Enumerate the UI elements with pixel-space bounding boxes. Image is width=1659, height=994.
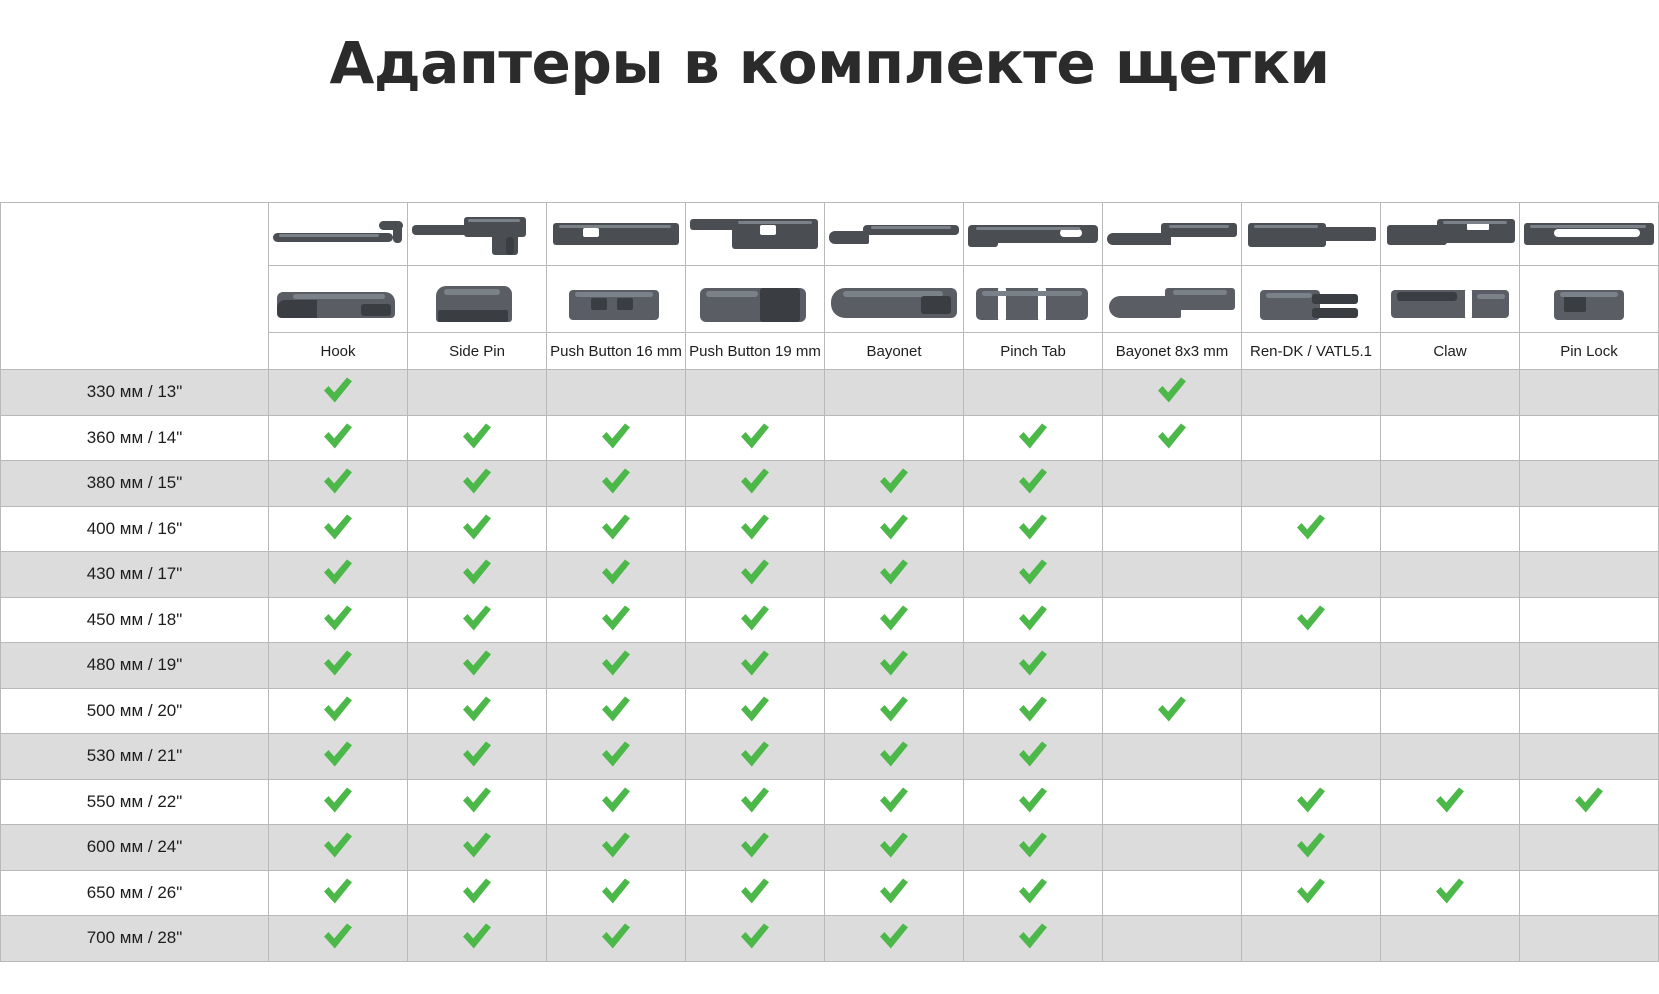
check-icon bbox=[738, 874, 772, 908]
cell-bayonet_8x3 bbox=[1103, 779, 1242, 825]
cell-pin_lock bbox=[1520, 779, 1659, 825]
cell-bayonet bbox=[825, 825, 964, 871]
check-icon bbox=[460, 646, 494, 680]
cell-push_button_19 bbox=[686, 688, 825, 734]
cell-ren_dk bbox=[1242, 916, 1381, 962]
cell-pinch_tab bbox=[964, 825, 1103, 871]
check-icon bbox=[599, 510, 633, 544]
check-icon bbox=[321, 874, 355, 908]
cell-push_button_19 bbox=[686, 734, 825, 780]
check-icon bbox=[460, 874, 494, 908]
cell-claw bbox=[1381, 779, 1520, 825]
cell-bayonet bbox=[825, 688, 964, 734]
cell-bayonet bbox=[825, 597, 964, 643]
wiper-adapter-pin-lock-side-icon bbox=[1520, 203, 1658, 265]
cell-pin_lock bbox=[1520, 370, 1659, 416]
check-icon bbox=[460, 555, 494, 589]
cell-ren_dk bbox=[1242, 597, 1381, 643]
adapter-header-bayonet_8x3: Bayonet 8x3 mm bbox=[1103, 333, 1242, 370]
wiper-adapter-claw-icon bbox=[1381, 266, 1519, 332]
adapter-header-push_button_16: Push Button 16 mm bbox=[547, 333, 686, 370]
size-label: 330 мм / 13" bbox=[1, 370, 269, 416]
wiper-adapter-push-button-19-icon bbox=[686, 266, 824, 332]
adapter-image-hook bbox=[269, 266, 408, 333]
adapter-side-image-pin_lock bbox=[1520, 203, 1659, 266]
check-icon bbox=[321, 555, 355, 589]
cell-bayonet bbox=[825, 461, 964, 507]
wiper-adapter-bayonet-8x3-icon bbox=[1103, 266, 1241, 332]
adapter-side-image-push_button_16 bbox=[547, 203, 686, 266]
cell-ren_dk bbox=[1242, 506, 1381, 552]
cell-side_pin bbox=[408, 415, 547, 461]
check-icon bbox=[738, 419, 772, 453]
check-icon bbox=[877, 783, 911, 817]
check-icon bbox=[321, 419, 355, 453]
check-icon bbox=[877, 737, 911, 771]
adapter-image-pin_lock bbox=[1520, 266, 1659, 333]
check-icon bbox=[877, 646, 911, 680]
cell-ren_dk bbox=[1242, 825, 1381, 871]
cell-pinch_tab bbox=[964, 870, 1103, 916]
table-row bbox=[1, 552, 1659, 598]
size-label: 500 мм / 20" bbox=[1, 688, 269, 734]
size-label: 380 мм / 15" bbox=[1, 461, 269, 507]
check-icon bbox=[599, 601, 633, 635]
check-icon bbox=[738, 828, 772, 862]
cell-bayonet_8x3 bbox=[1103, 461, 1242, 507]
wiper-adapter-ren-dk-side-icon bbox=[1242, 203, 1380, 265]
check-icon bbox=[599, 419, 633, 453]
cell-push_button_16 bbox=[547, 370, 686, 416]
cell-push_button_16 bbox=[547, 916, 686, 962]
cell-pin_lock bbox=[1520, 688, 1659, 734]
cell-pinch_tab bbox=[964, 734, 1103, 780]
cell-bayonet_8x3 bbox=[1103, 552, 1242, 598]
size-label: 550 мм / 22" bbox=[1, 779, 269, 825]
cell-push_button_16 bbox=[547, 552, 686, 598]
check-icon bbox=[321, 601, 355, 635]
check-icon bbox=[877, 510, 911, 544]
cell-pin_lock bbox=[1520, 734, 1659, 780]
cell-push_button_19 bbox=[686, 643, 825, 689]
adapter-header-pinch_tab: Pinch Tab bbox=[964, 333, 1103, 370]
adapter-side-image-side_pin bbox=[408, 203, 547, 266]
adapter-header-ren_dk: Ren-DK / VATL5.1 bbox=[1242, 333, 1381, 370]
cell-push_button_19 bbox=[686, 506, 825, 552]
check-icon bbox=[460, 919, 494, 953]
check-icon bbox=[1016, 555, 1050, 589]
size-label: 430 мм / 17" bbox=[1, 552, 269, 598]
check-icon bbox=[1016, 828, 1050, 862]
cell-hook bbox=[269, 734, 408, 780]
check-icon bbox=[460, 419, 494, 453]
check-icon bbox=[738, 601, 772, 635]
adapter-image-bayonet_8x3 bbox=[1103, 266, 1242, 333]
table-row bbox=[1, 870, 1659, 916]
table-row bbox=[1, 688, 1659, 734]
cell-push_button_19 bbox=[686, 779, 825, 825]
cell-claw bbox=[1381, 734, 1520, 780]
cell-hook bbox=[269, 370, 408, 416]
size-label: 400 мм / 16" bbox=[1, 506, 269, 552]
cell-push_button_16 bbox=[547, 734, 686, 780]
table-row bbox=[1, 370, 1659, 416]
adapter-header-pin_lock: Pin Lock bbox=[1520, 333, 1659, 370]
check-icon bbox=[599, 646, 633, 680]
adapter-image-bayonet bbox=[825, 266, 964, 333]
wiper-adapter-bayonet-8x3-side-icon bbox=[1103, 203, 1241, 265]
adapter-image-push_button_19 bbox=[686, 266, 825, 333]
wiper-adapter-pinch-tab-side-icon bbox=[964, 203, 1102, 265]
cell-pinch_tab bbox=[964, 643, 1103, 689]
cell-claw bbox=[1381, 825, 1520, 871]
cell-side_pin bbox=[408, 370, 547, 416]
cell-pin_lock bbox=[1520, 552, 1659, 598]
cell-push_button_16 bbox=[547, 597, 686, 643]
cell-claw bbox=[1381, 688, 1520, 734]
cell-hook bbox=[269, 916, 408, 962]
cell-bayonet bbox=[825, 643, 964, 689]
wiper-adapter-pin-lock-icon bbox=[1520, 266, 1658, 332]
cell-hook bbox=[269, 688, 408, 734]
cell-bayonet bbox=[825, 779, 964, 825]
cell-bayonet_8x3 bbox=[1103, 688, 1242, 734]
cell-bayonet bbox=[825, 916, 964, 962]
adapter-image-pinch_tab bbox=[964, 266, 1103, 333]
size-label: 450 мм / 18" bbox=[1, 597, 269, 643]
cell-ren_dk bbox=[1242, 415, 1381, 461]
table-row bbox=[1, 779, 1659, 825]
cell-hook bbox=[269, 506, 408, 552]
check-icon bbox=[1294, 874, 1328, 908]
cell-claw bbox=[1381, 370, 1520, 416]
check-icon bbox=[1155, 419, 1189, 453]
check-icon bbox=[460, 601, 494, 635]
table-corner-cell bbox=[1, 203, 269, 370]
cell-pin_lock bbox=[1520, 597, 1659, 643]
check-icon bbox=[599, 783, 633, 817]
check-icon bbox=[321, 828, 355, 862]
table-row bbox=[1, 825, 1659, 871]
cell-bayonet bbox=[825, 870, 964, 916]
check-icon bbox=[321, 373, 355, 407]
cell-side_pin bbox=[408, 552, 547, 598]
check-icon bbox=[738, 692, 772, 726]
check-icon bbox=[1433, 783, 1467, 817]
cell-claw bbox=[1381, 415, 1520, 461]
cell-push_button_16 bbox=[547, 506, 686, 552]
adapter-side-image-bayonet bbox=[825, 203, 964, 266]
cell-push_button_19 bbox=[686, 461, 825, 507]
check-icon bbox=[877, 828, 911, 862]
adapter-header-push_button_19: Push Button 19 mm bbox=[686, 333, 825, 370]
check-icon bbox=[321, 510, 355, 544]
check-icon bbox=[738, 783, 772, 817]
adapter-image-side_pin bbox=[408, 266, 547, 333]
cell-pin_lock bbox=[1520, 870, 1659, 916]
table-row bbox=[1, 643, 1659, 689]
check-icon bbox=[1016, 919, 1050, 953]
cell-hook bbox=[269, 597, 408, 643]
table-row bbox=[1, 734, 1659, 780]
table-row bbox=[1, 506, 1659, 552]
check-icon bbox=[1016, 646, 1050, 680]
check-icon bbox=[460, 464, 494, 498]
cell-pinch_tab bbox=[964, 688, 1103, 734]
cell-bayonet bbox=[825, 552, 964, 598]
check-icon bbox=[1016, 464, 1050, 498]
cell-push_button_16 bbox=[547, 870, 686, 916]
adapter-header-bayonet: Bayonet bbox=[825, 333, 964, 370]
cell-bayonet_8x3 bbox=[1103, 643, 1242, 689]
check-icon bbox=[321, 692, 355, 726]
cell-pin_lock bbox=[1520, 916, 1659, 962]
cell-ren_dk bbox=[1242, 734, 1381, 780]
cell-ren_dk bbox=[1242, 870, 1381, 916]
cell-side_pin bbox=[408, 688, 547, 734]
check-icon bbox=[321, 646, 355, 680]
cell-claw bbox=[1381, 506, 1520, 552]
cell-pinch_tab bbox=[964, 552, 1103, 598]
check-icon bbox=[877, 919, 911, 953]
cell-claw bbox=[1381, 552, 1520, 598]
check-icon bbox=[1016, 510, 1050, 544]
cell-bayonet_8x3 bbox=[1103, 734, 1242, 780]
table-row bbox=[1, 916, 1659, 962]
cell-pinch_tab bbox=[964, 370, 1103, 416]
adapter-side-image-hook bbox=[269, 203, 408, 266]
page-title: Адаптеры в комплекте щетки bbox=[329, 29, 1330, 97]
wiper-adapter-hook-icon bbox=[269, 266, 407, 332]
size-label: 700 мм / 28" bbox=[1, 916, 269, 962]
cell-side_pin bbox=[408, 825, 547, 871]
cell-ren_dk bbox=[1242, 370, 1381, 416]
table-row bbox=[1, 597, 1659, 643]
cell-side_pin bbox=[408, 461, 547, 507]
check-icon bbox=[877, 692, 911, 726]
cell-hook bbox=[269, 643, 408, 689]
check-icon bbox=[321, 783, 355, 817]
wiper-adapter-bayonet-icon bbox=[825, 266, 963, 332]
compatibility-table-wrap bbox=[0, 202, 1659, 962]
cell-pinch_tab bbox=[964, 506, 1103, 552]
check-icon bbox=[1433, 874, 1467, 908]
adapter-side-image-ren_dk bbox=[1242, 203, 1381, 266]
cell-ren_dk bbox=[1242, 552, 1381, 598]
check-icon bbox=[1572, 783, 1606, 817]
check-icon bbox=[460, 692, 494, 726]
check-icon bbox=[738, 919, 772, 953]
check-icon bbox=[599, 874, 633, 908]
cell-bayonet_8x3 bbox=[1103, 506, 1242, 552]
cell-pin_lock bbox=[1520, 461, 1659, 507]
wiper-adapter-pinch-tab-icon bbox=[964, 266, 1102, 332]
check-icon bbox=[599, 692, 633, 726]
adapter-side-image-claw bbox=[1381, 203, 1520, 266]
wiper-adapter-bayonet-side-icon bbox=[825, 203, 963, 265]
cell-bayonet_8x3 bbox=[1103, 916, 1242, 962]
cell-push_button_19 bbox=[686, 552, 825, 598]
cell-hook bbox=[269, 779, 408, 825]
check-icon bbox=[738, 510, 772, 544]
cell-claw bbox=[1381, 916, 1520, 962]
check-icon bbox=[738, 464, 772, 498]
adapter-side-image-bayonet_8x3 bbox=[1103, 203, 1242, 266]
check-icon bbox=[1016, 783, 1050, 817]
check-icon bbox=[738, 737, 772, 771]
cell-ren_dk bbox=[1242, 779, 1381, 825]
check-icon bbox=[877, 464, 911, 498]
check-icon bbox=[1016, 692, 1050, 726]
cell-pinch_tab bbox=[964, 415, 1103, 461]
cell-push_button_16 bbox=[547, 643, 686, 689]
wiper-adapter-side-pin-icon bbox=[408, 266, 546, 332]
cell-pinch_tab bbox=[964, 916, 1103, 962]
cell-side_pin bbox=[408, 643, 547, 689]
size-label: 530 мм / 21" bbox=[1, 734, 269, 780]
check-icon bbox=[1294, 510, 1328, 544]
cell-bayonet_8x3 bbox=[1103, 415, 1242, 461]
size-label: 600 мм / 24" bbox=[1, 825, 269, 871]
check-icon bbox=[599, 919, 633, 953]
cell-bayonet bbox=[825, 506, 964, 552]
cell-push_button_19 bbox=[686, 916, 825, 962]
adapter-header-hook: Hook bbox=[269, 333, 408, 370]
cell-push_button_16 bbox=[547, 461, 686, 507]
check-icon bbox=[460, 828, 494, 862]
cell-pin_lock bbox=[1520, 825, 1659, 871]
adapter-side-image-pinch_tab bbox=[964, 203, 1103, 266]
check-icon bbox=[599, 464, 633, 498]
cell-pin_lock bbox=[1520, 415, 1659, 461]
check-icon bbox=[321, 737, 355, 771]
adapter-image-claw bbox=[1381, 266, 1520, 333]
cell-bayonet_8x3 bbox=[1103, 825, 1242, 871]
cell-ren_dk bbox=[1242, 643, 1381, 689]
cell-ren_dk bbox=[1242, 461, 1381, 507]
check-icon bbox=[1016, 737, 1050, 771]
cell-claw bbox=[1381, 643, 1520, 689]
cell-bayonet_8x3 bbox=[1103, 597, 1242, 643]
cell-push_button_19 bbox=[686, 370, 825, 416]
cell-bayonet bbox=[825, 415, 964, 461]
check-icon bbox=[599, 555, 633, 589]
cell-bayonet bbox=[825, 734, 964, 780]
adapter-image-push_button_16 bbox=[547, 266, 686, 333]
cell-push_button_16 bbox=[547, 779, 686, 825]
check-icon bbox=[877, 601, 911, 635]
cell-side_pin bbox=[408, 779, 547, 825]
adapter-header-side_pin: Side Pin bbox=[408, 333, 547, 370]
cell-pin_lock bbox=[1520, 643, 1659, 689]
cell-hook bbox=[269, 825, 408, 871]
check-icon bbox=[599, 737, 633, 771]
header-row-top-images bbox=[1, 203, 1659, 266]
check-icon bbox=[1155, 692, 1189, 726]
compatibility-table bbox=[0, 202, 1659, 962]
check-icon bbox=[1016, 874, 1050, 908]
wiper-adapter-side-pin-side-icon bbox=[408, 203, 546, 265]
cell-bayonet_8x3 bbox=[1103, 370, 1242, 416]
check-icon bbox=[460, 510, 494, 544]
cell-claw bbox=[1381, 597, 1520, 643]
wiper-adapter-hook-side-icon bbox=[269, 203, 407, 265]
check-icon bbox=[738, 555, 772, 589]
cell-claw bbox=[1381, 461, 1520, 507]
cell-push_button_16 bbox=[547, 688, 686, 734]
size-label: 480 мм / 19" bbox=[1, 643, 269, 689]
cell-hook bbox=[269, 870, 408, 916]
cell-pin_lock bbox=[1520, 506, 1659, 552]
cell-hook bbox=[269, 552, 408, 598]
table-row bbox=[1, 461, 1659, 507]
cell-pinch_tab bbox=[964, 779, 1103, 825]
check-icon bbox=[1294, 601, 1328, 635]
wiper-adapter-push-button-19-side-icon bbox=[686, 203, 824, 265]
check-icon bbox=[321, 464, 355, 498]
table-row bbox=[1, 415, 1659, 461]
wiper-adapter-claw-side-icon bbox=[1381, 203, 1519, 265]
adapter-compatibility-page bbox=[0, 30, 1659, 994]
check-icon bbox=[1016, 601, 1050, 635]
cell-hook bbox=[269, 415, 408, 461]
check-icon bbox=[460, 737, 494, 771]
check-icon bbox=[460, 783, 494, 817]
adapter-image-ren_dk bbox=[1242, 266, 1381, 333]
cell-bayonet bbox=[825, 370, 964, 416]
cell-push_button_19 bbox=[686, 870, 825, 916]
cell-push_button_19 bbox=[686, 597, 825, 643]
wiper-adapter-push-button-16-icon bbox=[547, 266, 685, 332]
cell-side_pin bbox=[408, 916, 547, 962]
adapter-side-image-push_button_19 bbox=[686, 203, 825, 266]
cell-side_pin bbox=[408, 597, 547, 643]
check-icon bbox=[877, 555, 911, 589]
check-icon bbox=[877, 874, 911, 908]
cell-push_button_16 bbox=[547, 415, 686, 461]
cell-bayonet_8x3 bbox=[1103, 870, 1242, 916]
cell-claw bbox=[1381, 870, 1520, 916]
check-icon bbox=[1294, 783, 1328, 817]
check-icon bbox=[1155, 373, 1189, 407]
cell-pinch_tab bbox=[964, 597, 1103, 643]
cell-pinch_tab bbox=[964, 461, 1103, 507]
cell-push_button_16 bbox=[547, 825, 686, 871]
check-icon bbox=[1016, 419, 1050, 453]
check-icon bbox=[599, 828, 633, 862]
cell-push_button_19 bbox=[686, 415, 825, 461]
cell-ren_dk bbox=[1242, 688, 1381, 734]
check-icon bbox=[1294, 828, 1328, 862]
cell-side_pin bbox=[408, 734, 547, 780]
cell-side_pin bbox=[408, 506, 547, 552]
check-icon bbox=[321, 919, 355, 953]
wiper-adapter-ren-dk-icon bbox=[1242, 266, 1380, 332]
check-icon bbox=[738, 646, 772, 680]
size-label: 650 мм / 26" bbox=[1, 870, 269, 916]
cell-side_pin bbox=[408, 870, 547, 916]
cell-push_button_19 bbox=[686, 825, 825, 871]
wiper-adapter-push-button-16-side-icon bbox=[547, 203, 685, 265]
cell-hook bbox=[269, 461, 408, 507]
size-label: 360 мм / 14" bbox=[1, 415, 269, 461]
adapter-header-claw: Claw bbox=[1381, 333, 1520, 370]
